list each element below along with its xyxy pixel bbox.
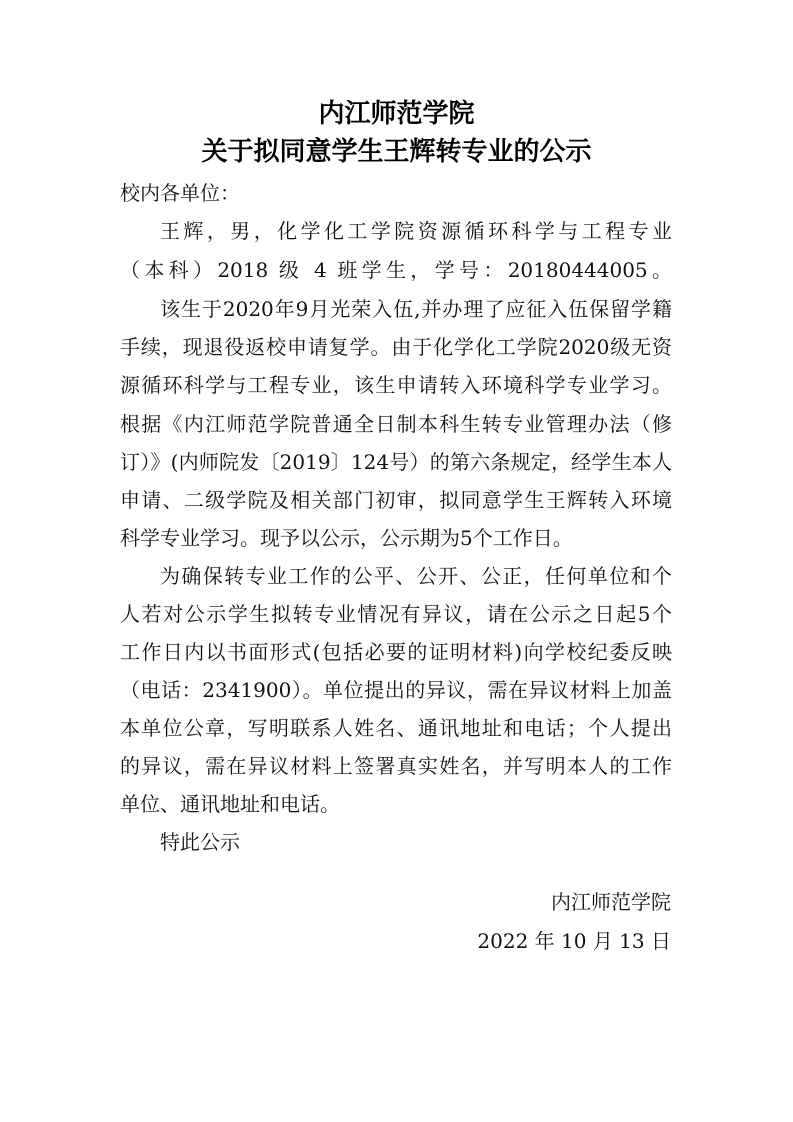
closing-remark: 特此公示 bbox=[160, 830, 240, 854]
salutation: 校内各单位： bbox=[120, 181, 240, 205]
paragraph-3-line-7: 单位、通讯地址和电话。 bbox=[120, 792, 340, 816]
paragraph-3-line-3: 工作日内以书面形式(包括必要的证明材料)向学校纪委反映 bbox=[120, 640, 672, 664]
paragraph-1-line-2: （本科）2018 级 4 班学生，学号：20180444005。 bbox=[120, 258, 672, 282]
paragraph-3-line-4: （电话：2341900）。单位提出的异议，需在异议材料上加盖 bbox=[120, 678, 672, 702]
signature-org: 内江师范学院 bbox=[551, 890, 671, 914]
paragraph-2-line-3: 源循环科学与工程专业，该生申请转入环境科学专业学习。 bbox=[120, 373, 672, 397]
document-title: 关于拟同意学生王辉转专业的公示 bbox=[201, 137, 592, 167]
paragraph-2-line-6: 申请、二级学院及相关部门初审，拟同意学生王辉转入环境 bbox=[120, 488, 672, 512]
paragraph-2-line-4: 根据《内江师范学院普通全日制本科生转专业管理办法（修 bbox=[120, 412, 672, 436]
paragraph-3-line-6: 的异议，需在异议材料上签署真实姓名，并写明本人的工作 bbox=[120, 754, 672, 778]
paragraph-2-line-2: 手续，现退役返校申请复学。由于化学化工学院2020级无资 bbox=[120, 335, 672, 359]
paragraph-3-line-5: 本单位公章，写明联系人姓名、通讯地址和电话；个人提出 bbox=[120, 716, 672, 740]
paragraph-2-line-1: 该生于2020年9月光荣入伍,并办理了应征入伍保留学籍 bbox=[160, 297, 672, 321]
paragraph-2-line-5: 订）》(内师院发〔2019〕124号）的第六条规定，经学生本人 bbox=[120, 450, 672, 474]
document-title-org: 内江师范学院 bbox=[318, 99, 475, 129]
paragraph-3-line-1: 为确保转专业工作的公平、公开、公正，任何单位和个 bbox=[160, 564, 672, 588]
paragraph-2-line-7: 科学专业学习。现予以公示，公示期为5个工作日。 bbox=[120, 526, 573, 550]
paragraph-3-line-2: 人若对公示学生拟转专业情况有异议，请在公示之日起5个 bbox=[120, 602, 672, 626]
signature-date: 2022 年 10 月 13 日 bbox=[477, 929, 671, 953]
paragraph-1-line-1: 王辉，男，化学化工学院资源循环科学与工程专业 bbox=[160, 219, 672, 243]
